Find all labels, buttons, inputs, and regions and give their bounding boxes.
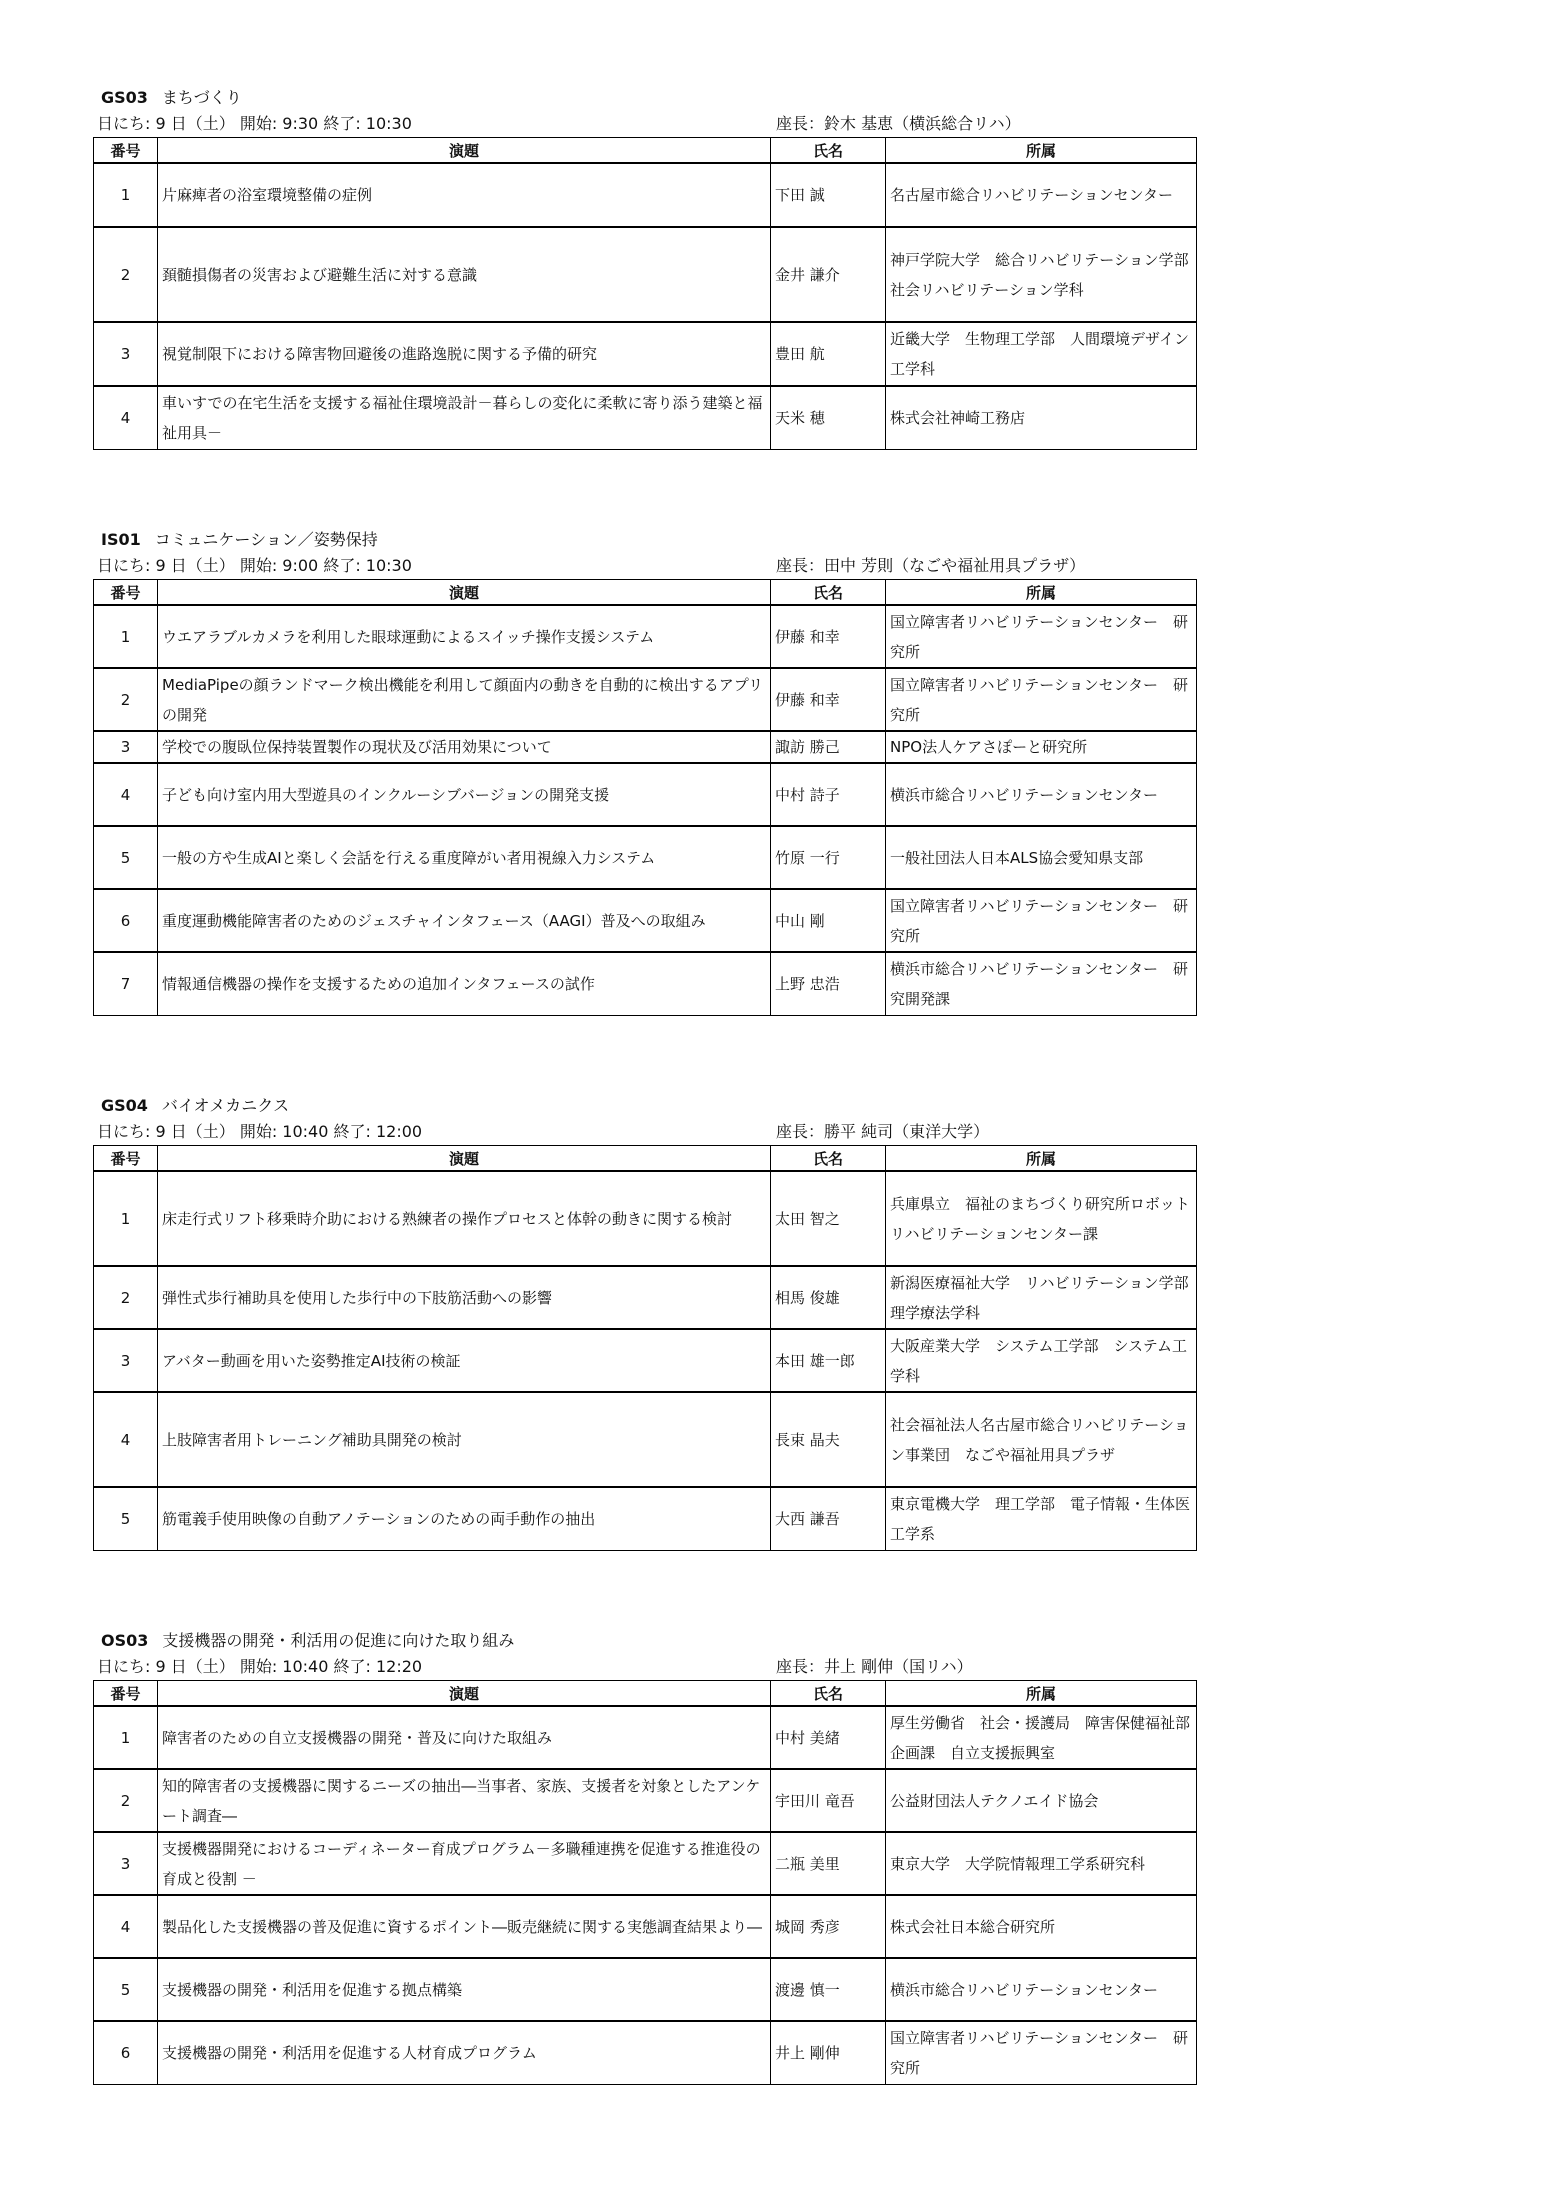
row-title: ウエアラブルカメラを利用した眼球運動によるスイッチ操作支援システム [158, 605, 771, 668]
row-num: 4 [94, 386, 158, 449]
row-num: 1 [94, 1706, 158, 1769]
session-date: 日にち: 9 日（土） 開始: 10:40 終了: 12:00 [97, 1122, 423, 1141]
session-table [93, 579, 1197, 1016]
row-num: 3 [94, 322, 158, 386]
row-affil: 国立障害者リハビリテーションセンター 研究所 [886, 2021, 1197, 2084]
session-code: GS04 [101, 1096, 148, 1115]
header-affil: 所属 [886, 1146, 1197, 1172]
row-num: 4 [94, 1895, 158, 1958]
row-affil: 国立障害者リハビリテーションセンター 研究所 [886, 605, 1197, 668]
row-num: 3 [94, 1832, 158, 1895]
row-affil: 横浜市総合リハビリテーションセンター [886, 1958, 1197, 2021]
session-os03 [93, 1628, 1206, 2085]
row-num: 6 [94, 2021, 158, 2084]
session-chair: 座長：井上 剛伸（国リハ） [776, 1657, 973, 1676]
row-affil: 株式会社日本総合研究所 [886, 1895, 1197, 1958]
row-affil: 横浜市総合リハビリテーションセンター [886, 763, 1197, 826]
row-name: 本田 雄一郎 [771, 1329, 886, 1392]
row-name: 大西 謙吾 [771, 1487, 886, 1550]
session-info [93, 111, 1197, 137]
row-affil: 東京電機大学 理工学部 電子情報・生体医工学系 [886, 1487, 1197, 1550]
table-row [94, 163, 1197, 227]
row-name: 上野 忠浩 [771, 952, 886, 1015]
row-name: 金井 謙介 [771, 227, 886, 322]
row-name: 伊藤 和幸 [771, 668, 886, 731]
session-name: 支援機器の開発・利活用の促進に向けた取り組み [162, 1631, 515, 1650]
session-title [93, 527, 1197, 553]
session-title [93, 1628, 1197, 1654]
row-name: 太田 智之 [771, 1171, 886, 1266]
row-affil: 横浜市総合リハビリテーションセンター 研究開発課 [886, 952, 1197, 1015]
row-num: 2 [94, 227, 158, 322]
row-affil: 新潟医療福祉大学 リハビリテーション学部 理学療法学科 [886, 1266, 1197, 1329]
row-name: 井上 剛伸 [771, 2021, 886, 2084]
row-name: 宇田川 竜吾 [771, 1769, 886, 1832]
session-code: IS01 [101, 530, 141, 549]
row-name: 中村 美緒 [771, 1706, 886, 1769]
row-affil: 大阪産業大学 システム工学部 システム工学科 [886, 1329, 1197, 1392]
header-title: 演題 [158, 1146, 771, 1172]
header-name: 氏名 [771, 580, 886, 606]
table-row [94, 1706, 1197, 1769]
session-table [93, 137, 1204, 450]
row-name: 中村 詩子 [771, 763, 886, 826]
row-num: 1 [94, 163, 158, 227]
row-title: 一般の方や生成AIと楽しく会話を行える重度障がい者用視線入力システム [158, 826, 771, 889]
row-affil: 社会福祉法人名古屋市総合リハビリテーション事業団 なごや福祉用具プラザ [886, 1392, 1197, 1487]
row-num: 4 [94, 763, 158, 826]
row-name: 城岡 秀彦 [771, 1895, 886, 1958]
row-num: 6 [94, 889, 158, 952]
row-name: 渡邊 慎一 [771, 1958, 886, 2021]
row-title: 片麻痺者の浴室環境整備の症例 [158, 163, 771, 227]
table-row [94, 605, 1197, 668]
session-chair: 座長：勝平 純司（東洋大学） [776, 1122, 990, 1141]
session-table [93, 1680, 1206, 2085]
session-name: まちづくり [161, 88, 242, 107]
row-num: 1 [94, 1171, 158, 1266]
row-num: 5 [94, 826, 158, 889]
row-title: アバター動画を用いた姿勢推定AI技術の検証 [158, 1329, 771, 1392]
table-row [94, 1832, 1197, 1895]
session-title [93, 85, 1197, 111]
header-title: 演題 [158, 580, 771, 606]
row-num: 7 [94, 952, 158, 1015]
row-name: 相馬 俊雄 [771, 1266, 886, 1329]
row-title: 弾性式歩行補助具を使用した歩行中の下肢筋活動への影響 [158, 1266, 771, 1329]
session-info [93, 1119, 1197, 1145]
session-date: 日にち: 9 日（土） 開始: 10:40 終了: 12:20 [97, 1657, 423, 1676]
table-row [94, 731, 1197, 763]
header-num: 番号 [94, 138, 158, 164]
table-row [94, 227, 1197, 322]
row-num: 2 [94, 1769, 158, 1832]
session-date: 日にち: 9 日（土） 開始: 9:30 終了: 10:30 [97, 114, 412, 133]
row-title: 支援機器の開発・利活用を促進する人材育成プログラム [158, 2021, 771, 2084]
header-title: 演題 [158, 138, 771, 164]
session-chair: 座長：田中 芳則（なごや福祉用具プラザ） [776, 556, 1086, 575]
session-is01 [93, 527, 1197, 1016]
row-title: 支援機器開発におけるコーディネーター育成プログラム－多職種連携を促進する推進役の育成と役割 － [158, 1832, 771, 1895]
row-affil: 公益財団法人テクノエイド協会 [886, 1769, 1197, 1832]
row-affil: 東京大学 大学院情報理工学系研究科 [886, 1832, 1197, 1895]
session-gs04 [93, 1093, 1204, 1551]
table-row [94, 952, 1197, 1015]
row-title: 頚髄損傷者の災害および避難生活に対する意識 [158, 227, 771, 322]
table-row [94, 386, 1197, 449]
row-name: 豊田 航 [771, 322, 886, 386]
row-num: 3 [94, 1329, 158, 1392]
row-affil: 名古屋市総合リハビリテーションセンター [886, 163, 1197, 227]
session-gs03 [93, 85, 1204, 450]
row-title: 製品化した支援機器の普及促進に資するポイント―販売継続に関する実態調査結果より― [158, 1895, 771, 1958]
row-affil: 兵庫県立 福祉のまちづくり研究所ロボットリハビリテーションセンター課 [886, 1171, 1197, 1266]
row-affil: 神戸学院大学 総合リハビリテーション学部 社会リハビリテーション学科 [886, 227, 1197, 322]
session-info [93, 553, 1197, 579]
row-name: 二瓶 美里 [771, 1832, 886, 1895]
header-name: 氏名 [771, 1146, 886, 1172]
header-num: 番号 [94, 580, 158, 606]
session-title [93, 1093, 1197, 1119]
row-name: 下田 誠 [771, 163, 886, 227]
table-row [94, 826, 1197, 889]
row-title: 筋電義手使用映像の自動アノテーションのための両手動作の抽出 [158, 1487, 771, 1550]
table-row [94, 1487, 1197, 1550]
session-chair: 座長：鈴木 基恵（横浜総合リハ） [776, 114, 1021, 133]
row-title: 知的障害者の支援機器に関するニーズの抽出―当事者、家族、支援者を対象としたアンケート調査― [158, 1769, 771, 1832]
session-name: バイオメカニクス [161, 1096, 290, 1115]
row-title: 情報通信機器の操作を支援するための追加インタフェースの試作 [158, 952, 771, 1015]
table-row [94, 1266, 1197, 1329]
row-num: 4 [94, 1392, 158, 1487]
row-name: 諏訪 勝己 [771, 731, 886, 763]
row-title: 障害者のための自立支援機器の開発・普及に向けた取組み [158, 1706, 771, 1769]
row-affil: 厚生労働省 社会・援護局 障害保健福祉部 企画課 自立支援振興室 [886, 1706, 1197, 1769]
row-title: 床走行式リフト移乗時介助における熟練者の操作プロセスと体幹の動きに関する検討 [158, 1171, 771, 1266]
table-row [94, 1329, 1197, 1392]
header-num: 番号 [94, 1681, 158, 1707]
table-row [94, 763, 1197, 826]
table-row [94, 668, 1197, 731]
row-affil: 近畿大学 生物理工学部 人間環境デザイン工学科 [886, 322, 1197, 386]
row-title: 重度運動機能障害者のためのジェスチャインタフェース（AAGI）普及への取組み [158, 889, 771, 952]
header-affil: 所属 [886, 1681, 1197, 1707]
row-title: MediaPipeの顔ランドマーク検出機能を利用して顔面内の動きを自動的に検出するアプリの開発 [158, 668, 771, 731]
row-name: 伊藤 和幸 [771, 605, 886, 668]
row-num: 3 [94, 731, 158, 763]
row-name: 竹原 一行 [771, 826, 886, 889]
header-affil: 所属 [886, 138, 1197, 164]
header-name: 氏名 [771, 1681, 886, 1707]
row-affil: 国立障害者リハビリテーションセンター 研究所 [886, 889, 1197, 952]
row-num: 2 [94, 1266, 158, 1329]
table-row [94, 1895, 1197, 1958]
row-title: 支援機器の開発・利活用を促進する拠点構築 [158, 1958, 771, 2021]
table-row [94, 2021, 1197, 2084]
session-info [93, 1654, 1197, 1680]
session-table [93, 1145, 1204, 1551]
table-row [94, 1171, 1197, 1266]
row-title: 車いすでの在宅生活を支援する福祉住環境設計－暮らしの変化に柔軟に寄り添う建築と福祉用具－ [158, 386, 771, 449]
row-num: 2 [94, 668, 158, 731]
row-name: 長束 晶夫 [771, 1392, 886, 1487]
header-num: 番号 [94, 1146, 158, 1172]
table-row [94, 1769, 1197, 1832]
header-title: 演題 [158, 1681, 771, 1707]
session-code: OS03 [101, 1631, 149, 1650]
table-row [94, 1392, 1197, 1487]
row-affil: 国立障害者リハビリテーションセンター 研究所 [886, 668, 1197, 731]
row-title: 上肢障害者用トレーニング補助具開発の検討 [158, 1392, 771, 1487]
session-name: コミュニケーション／姿勢保持 [154, 530, 378, 549]
table-row [94, 322, 1197, 386]
session-code: GS03 [101, 88, 148, 107]
row-affil: 株式会社神崎工務店 [886, 386, 1197, 449]
header-name: 氏名 [771, 138, 886, 164]
row-num: 5 [94, 1958, 158, 2021]
row-title: 子ども向け室内用大型遊具のインクルーシブバージョンの開発支援 [158, 763, 771, 826]
row-affil: NPO法人ケアさぽーと研究所 [886, 731, 1197, 763]
row-affil: 一般社団法人日本ALS協会愛知県支部 [886, 826, 1197, 889]
row-title: 学校での腹臥位保持装置製作の現状及び活用効果について [158, 731, 771, 763]
header-affil: 所属 [886, 580, 1197, 606]
row-name: 天米 穂 [771, 386, 886, 449]
table-row [94, 1958, 1197, 2021]
row-num: 5 [94, 1487, 158, 1550]
session-date: 日にち: 9 日（土） 開始: 9:00 終了: 10:30 [97, 556, 412, 575]
row-num: 1 [94, 605, 158, 668]
row-name: 中山 剛 [771, 889, 886, 952]
row-title: 視覚制限下における障害物回避後の進路逸脱に関する予備的研究 [158, 322, 771, 386]
table-row [94, 889, 1197, 952]
